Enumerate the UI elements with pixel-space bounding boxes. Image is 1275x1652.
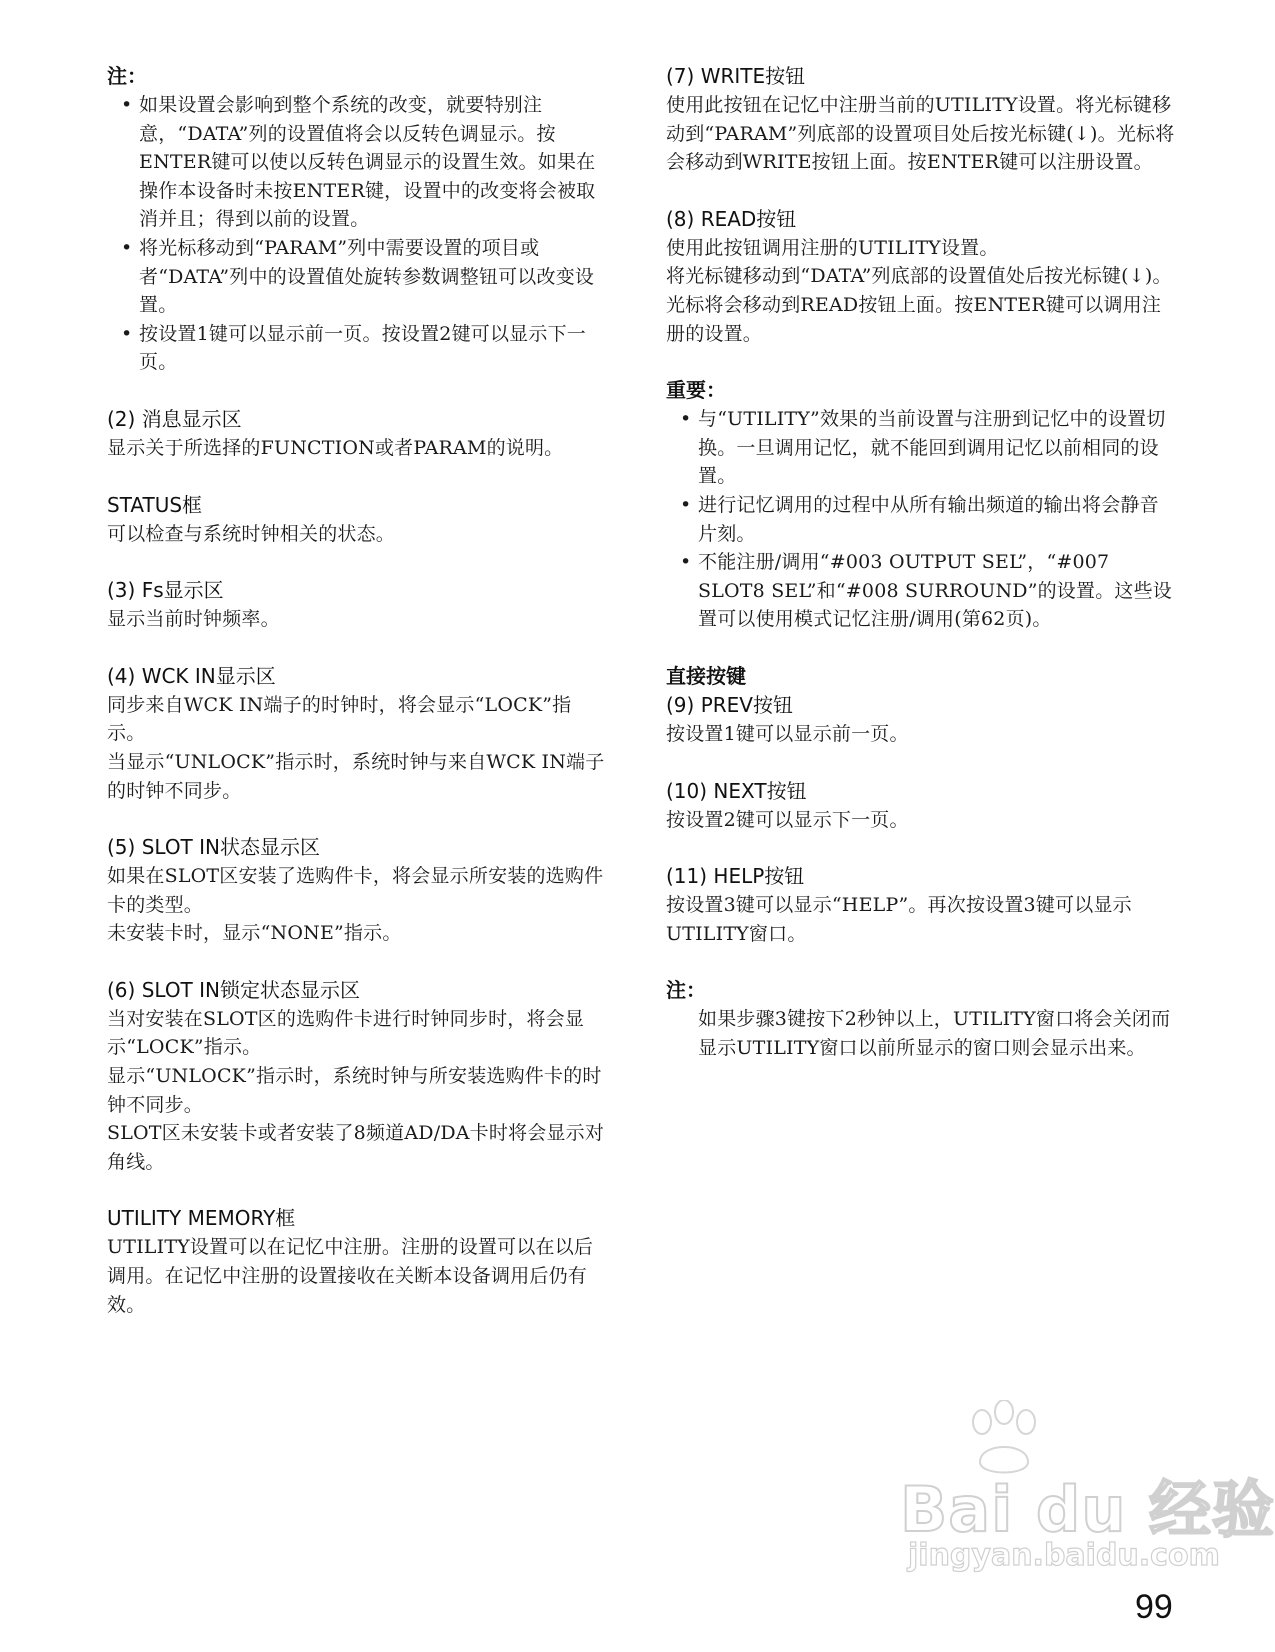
watermark-url: jingyan.baidu.com (908, 1538, 1220, 1573)
help-button-title: (11) HELP按钮 (666, 864, 805, 889)
prev-button-title: (9) PREV按钮 (666, 692, 793, 717)
important-title: 重要： (666, 378, 726, 403)
status-box-text: 可以检查与系统时钟相关的状态。 (107, 522, 396, 545)
read-button-text: 使用此按钮调用注册的UTILITY设置。 (666, 236, 999, 259)
slot-in-lock-text: SLOT区未安装卡或者安装了8频道AD/DA卡时将会显示对角线。 (107, 1122, 605, 1173)
status-box-section (107, 491, 607, 549)
note-bullet-list (107, 91, 607, 377)
read-button-title: (8) READ按钮 (666, 206, 797, 231)
important-bullet: • 进行记忆调用的过程中从所有输出频道的输出将会静音片刻。 (666, 491, 1176, 548)
message-area-title: (2) 消息显示区 (107, 406, 242, 431)
slot-in-lock-text: 显示“UNLOCK”指示时，系统时钟与所安装选购件卡的时钟不同步。 (107, 1065, 602, 1116)
utility-memory-section (107, 1204, 607, 1319)
write-button-text: 使用此按钮在记忆中注册当前的UTILITY设置。将光标键移动到“PARAM”列底部的设置项目处后按光标键(↓)。光标将会移动到WRITE按钮上面。按ENTER键可以注册设置。 (666, 94, 1175, 174)
wck-in-text: 当显示“UNLOCK”指示时，系统时钟与来自WCK IN端子的时钟不同步。 (107, 750, 605, 802)
slot-in-status-text: 未安装卡时，显示“NONE”指示。 (107, 922, 402, 945)
next-button-title: (10) NEXT按钮 (666, 778, 807, 803)
direct-keys-section (666, 662, 1176, 691)
read-button-text: 将光标键移动到“DATA”列底部的设置值处后按光标键(↓)。光标将会移动到READ按钮上面。按ENTER键可以调用注册的设置。 (666, 265, 1172, 345)
note-bullet: • 将光标移动到“PARAM”列中需要设置的项目或者“DATA”列中的设置值处旋转参数调整钮可以改变设置。 (107, 234, 607, 320)
help-button-section (666, 862, 1176, 948)
slot-in-lock-text: 当对安装在SLOT区的选购件卡进行时钟同步时，将会显示“LOCK”指示。 (107, 1007, 585, 1059)
write-button-section (666, 62, 1176, 177)
note-section-2 (666, 976, 1176, 1062)
note-text-2: 如果步骤3键按下2秒钟以上，UTILITY窗口将会关闭而显示UTILITY窗口以前所显示的窗口则会显示出来。 (698, 1008, 1171, 1059)
wck-in-title: (4) WCK IN显示区 (107, 663, 276, 688)
left-column (107, 62, 607, 1319)
slot-in-status-title: (5) SLOT IN状态显示区 (107, 835, 320, 860)
note-bullet: • 按设置1键可以显示前一页。按设置2键可以显示下一页。 (107, 320, 607, 377)
watermark-logo: Bai du 经验 (900, 1473, 1275, 1546)
status-box-title: STATUS框 (107, 492, 203, 517)
utility-memory-title: UTILITY MEMORY框 (107, 1206, 296, 1231)
slot-in-lock-section (107, 976, 607, 1177)
important-section (666, 376, 1176, 634)
page-number: 99 (1135, 1588, 1173, 1626)
important-bullet: • 不能注册/调用“#003 OUTPUT SEL”，“#007 SLOT8 SEL”和“#008 SURROUND”的设置。这些设置可以使用模式记忆注册/调用(第62页)。 (666, 548, 1176, 634)
fs-area-text: 显示当前时钟频率。 (107, 608, 280, 631)
next-button-text: 按设置2键可以显示下一页。 (666, 808, 909, 831)
utility-memory-text: UTILITY设置可以在记忆中注册。注册的设置可以在以后调用。在记忆中注册的设置接收在关断本设备调用后仍有效。 (107, 1236, 594, 1316)
read-button-section (666, 205, 1176, 348)
fs-area-title: (3) Fs显示区 (107, 578, 224, 603)
note-bullet: • 如果设置会影响到整个系统的改变，就要特别注意，“DATA”列的设置值将会以反转色调显示。按ENTER键可以使以反转色调显示的设置生效。如果在操作本设备时未按ENTER键，设置中的改变将会被取消并且；得到以前的设置。 (107, 91, 607, 234)
message-area-section (107, 405, 607, 463)
write-button-title: (7) WRITE按钮 (666, 64, 806, 88)
note-section-1 (107, 62, 607, 377)
wck-in-text: 同步来自WCK IN端子的时钟时，将会显示“LOCK”指示。 (107, 693, 572, 745)
note-title: 注： (107, 64, 147, 88)
slot-in-lock-title: (6) SLOT IN锁定状态显示区 (107, 977, 360, 1002)
wck-in-section (107, 662, 607, 805)
prev-button-section (666, 691, 1176, 749)
important-bullet: • 与“UTILITY”效果的当前设置与注册到记忆中的设置切换。一旦调用记忆，就不能回到调用记忆以前相同的设置。 (666, 405, 1176, 491)
important-bullet-list (666, 405, 1176, 634)
message-area-text: 显示关于所选择的FUNCTION或者PARAM的说明。 (107, 436, 564, 459)
right-column (666, 62, 1176, 1062)
help-button-text: 按设置3键可以显示“HELP”。再次按设置3键可以显示UTILITY窗口。 (666, 894, 1132, 945)
direct-keys-title: 直接按键 (666, 663, 746, 688)
next-button-section (666, 777, 1176, 835)
note-title-2: 注： (666, 978, 706, 1003)
prev-button-text: 按设置1键可以显示前一页。 (666, 722, 909, 745)
slot-in-status-text: 如果在SLOT区安装了选购件卡，将会显示所安装的选购件卡的类型。 (107, 865, 604, 916)
baidu-watermark (900, 1400, 1275, 1580)
slot-in-status-section (107, 833, 607, 948)
fs-area-section (107, 576, 607, 634)
